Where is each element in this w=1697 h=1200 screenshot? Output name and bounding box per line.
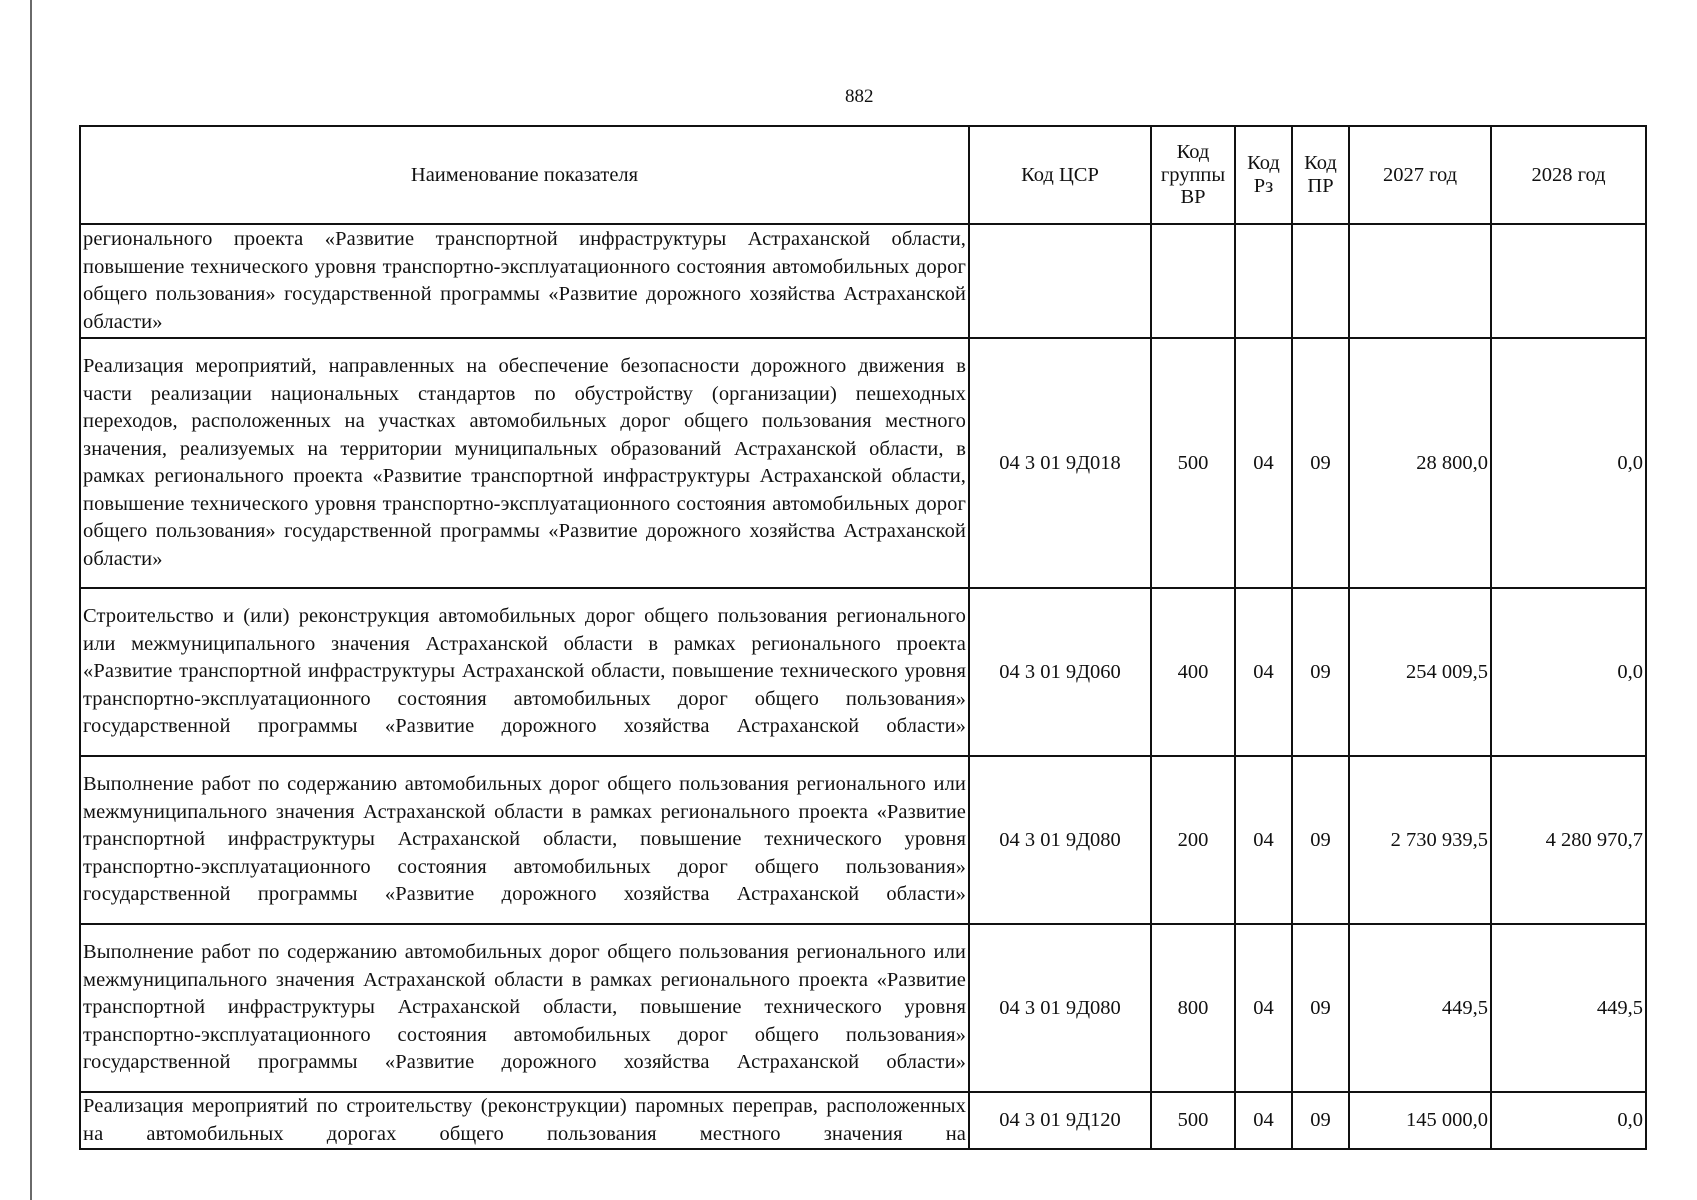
row-2028: 0,0	[1491, 338, 1646, 588]
row-name: Выполнение работ по содержанию автомобильных дорог общего пользования регионального или межмуниципального значения Астраханской области в рамках регионального проекта «Развитие транспортной инфраструктуры Астраханской области, повышение технического уровня транспортно-эксплуатационного состояния автомобильных дорог общего пользования» государственной программы «Развитие дорожного хозяйства Астраханской области»	[80, 924, 969, 1092]
row-rz: 04	[1235, 924, 1292, 1092]
row-rz: 04	[1235, 338, 1292, 588]
row-vr: 200	[1151, 756, 1235, 924]
row-rz: 04	[1235, 1092, 1292, 1149]
table-row	[80, 924, 1646, 1092]
row-rz	[1235, 224, 1292, 338]
row-pr: 09	[1292, 924, 1349, 1092]
table-row	[80, 756, 1646, 924]
row-csr: 04 3 01 9Д018	[969, 338, 1151, 588]
row-vr: 400	[1151, 588, 1235, 756]
row-vr	[1151, 224, 1235, 338]
row-2027: 449,5	[1349, 924, 1491, 1092]
header-pr: Код ПР	[1292, 126, 1349, 224]
row-name: Реализация мероприятий по строительству (реконструкции) паромных переправ, расположенных на автомобильных дорогах общего пользования местного значения на	[80, 1092, 969, 1149]
row-csr	[969, 224, 1151, 338]
binding-margin-line	[30, 0, 32, 1200]
header-csr: Код ЦСР	[969, 126, 1151, 224]
row-name: Строительство и (или) реконструкция автомобильных дорог общего пользования регионального или межмуниципального значения Астраханской области в рамках регионального проекта «Развитие транспортной инфраструктуры Астраханской области, повышение технического уровня транспортно-эксплуатационного состояния автомобильных дорог общего пользования» государственной программы «Развитие дорожного хозяйства Астраханской области»	[80, 588, 969, 756]
row-2028: 449,5	[1491, 924, 1646, 1092]
row-2028: 0,0	[1491, 1092, 1646, 1149]
table-row	[80, 224, 1646, 338]
row-2028	[1491, 224, 1646, 338]
row-csr: 04 3 01 9Д060	[969, 588, 1151, 756]
row-pr: 09	[1292, 1092, 1349, 1149]
table-row	[80, 1092, 1646, 1149]
row-name: регионального проекта «Развитие транспортной инфраструктуры Астраханской области, повышение технического уровня транспортно-эксплуатационного состояния автомобильных дорог общего пользования» государственной программы «Развитие дорожного хозяйства Астраханской области»	[80, 224, 969, 338]
header-2028: 2028 год	[1491, 126, 1646, 224]
row-vr: 500	[1151, 1092, 1235, 1149]
header-rz: Код Рз	[1235, 126, 1292, 224]
table-row	[80, 588, 1646, 756]
row-rz: 04	[1235, 756, 1292, 924]
table-row	[80, 338, 1646, 588]
row-name: Реализация мероприятий, направленных на обеспечение безопасности дорожного движения в части реализации национальных стандартов по обустройству (организации) пешеходных переходов, расположенных на участках автомобильных дорог общего пользования местного значения, реализуемых на территории муниципальных образований Астраханской области, в рамках регионального проекта «Развитие транспортной инфраструктуры Астраханской области, повышение технического уровня транспортно-эксплуатационного состояния автомобильных дорог общего пользования» государственной программы «Развитие дорожного хозяйства Астраханской области»	[80, 338, 969, 588]
header-vr: Код группы ВР	[1151, 126, 1235, 224]
row-2027: 145 000,0	[1349, 1092, 1491, 1149]
row-csr: 04 3 01 9Д080	[969, 756, 1151, 924]
row-pr: 09	[1292, 338, 1349, 588]
header-2027: 2027 год	[1349, 126, 1491, 224]
row-pr	[1292, 224, 1349, 338]
header-name: Наименование показателя	[80, 126, 969, 224]
row-name: Выполнение работ по содержанию автомобильных дорог общего пользования регионального или межмуниципального значения Астраханской области в рамках регионального проекта «Развитие транспортной инфраструктуры Астраханской области, повышение технического уровня транспортно-эксплуатационного состояния автомобильных дорог общего пользования» государственной программы «Развитие дорожного хозяйства Астраханской области»	[80, 756, 969, 924]
row-vr: 500	[1151, 338, 1235, 588]
row-2028: 0,0	[1491, 588, 1646, 756]
row-2027	[1349, 224, 1491, 338]
row-pr: 09	[1292, 588, 1349, 756]
row-2027: 2 730 939,5	[1349, 756, 1491, 924]
row-vr: 800	[1151, 924, 1235, 1092]
row-pr: 09	[1292, 756, 1349, 924]
row-2027: 28 800,0	[1349, 338, 1491, 588]
page-number: 882	[845, 86, 874, 107]
budget-table	[79, 125, 1647, 1150]
row-csr: 04 3 01 9Д080	[969, 924, 1151, 1092]
row-2028: 4 280 970,7	[1491, 756, 1646, 924]
table-header-row	[80, 126, 1646, 224]
row-2027: 254 009,5	[1349, 588, 1491, 756]
row-csr: 04 3 01 9Д120	[969, 1092, 1151, 1149]
row-rz: 04	[1235, 588, 1292, 756]
